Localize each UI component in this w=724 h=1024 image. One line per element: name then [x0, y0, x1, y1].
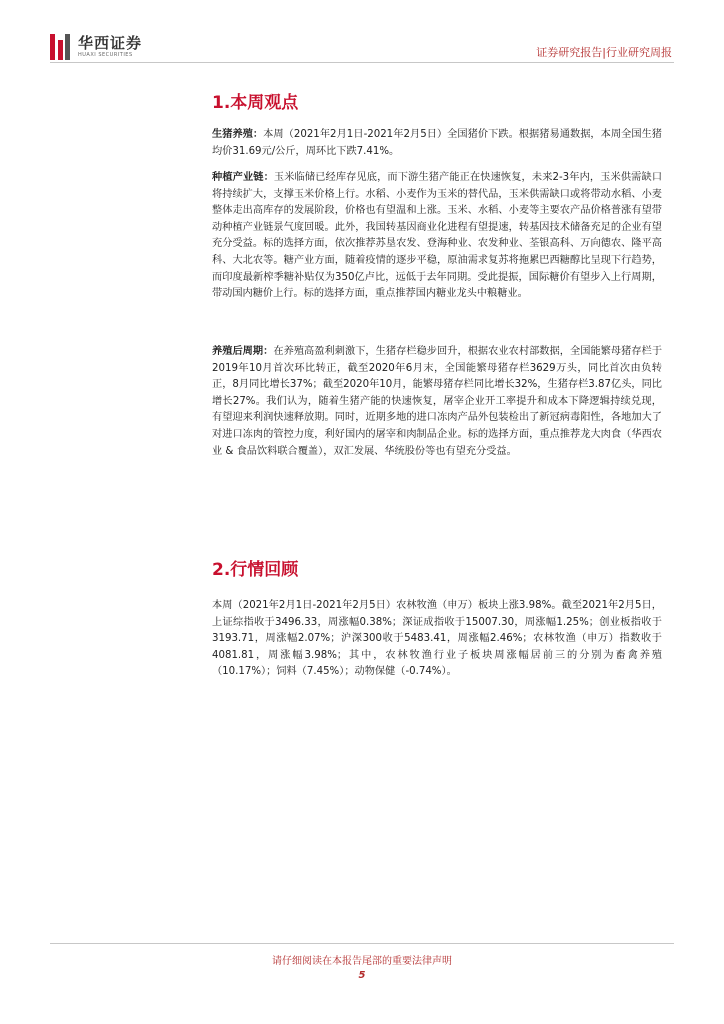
report-type-label: 证券研究报告|行业研究周报 [536, 46, 672, 59]
paragraph-hog-farming [212, 127, 662, 160]
paragraph-planting-chain [212, 170, 662, 303]
paragraph-text: 玉米临储已经库存见底，而下游生猪产能正在快速恢复，未来2-3年内，玉米供需缺口将持续扩大，支撑玉米价格上行。水稻、小麦作为玉米的替代品，玉米供需缺口或将带动水稻、小麦整体走出高库存的发展阶段，价格也有望温和上涨。玉米、水稻、小麦等主要农产品价格普涨有望带动种植产业链景气度回暖。此外，我国转基因商业化进程有望提速，转基因技术储备充足的企业有望充分受益。标的选择方面，依次推荐苏垦农发、登海种业、农发种业、荃银高科、万向德农、隆平高科、大北农等。糖产业方面，随着疫情的逐步平稳，原油需求复苏将拖累巴西糖醇比呈现下行趋势，而印度最新榨季糖补贴仅为350亿卢比，远低于去年同期。受此提振，国际糖价有望步入上行周期，带动国内糖价上行。标的选择方面，重点推荐国内糖业龙头中粮糖业。 [212, 172, 663, 300]
logo-chinese-name: 华西证券 [78, 34, 143, 52]
paragraph-market-review [212, 598, 662, 681]
section-title-weekly-view: 1.本周观点 [212, 93, 299, 113]
footer-divider [50, 943, 674, 944]
paragraph-lead: 生猪养殖： [212, 129, 264, 140]
paragraph-text: 在养殖高盈利刺激下，生猪存栏稳步回升，根据农业农村部数据，全国能繁母猪存栏于2019年10月首次环比转正，截至2020年6月末，全国能繁母猪存栏3629万头，同比首次由负转正，8月同比增长37%；截至2020年10月，能繁母猪存栏同比增长32%，生猪存栏3.87亿头，同比增长27%。我们认为，随着生猪产能的快速恢复，屠宰企业开工率提升和成本下降逻辑持续兑现，有望迎来利润快速释放期。同时，近期多地的进口冻肉产品外包装检出了新冠病毒阳性，各地加大了对进口冻肉的管控力度，利好国内的屠宰和肉制品企业。标的选择方面，重点推荐龙大肉食（华西农业 & 食品饮料联合覆盖），双汇发展、华统股份等也有望充分受益。 [212, 346, 663, 457]
legal-notice: 请仔细阅读在本报告尾部的重要法律声明 [272, 956, 452, 967]
page-number: 5 [358, 970, 366, 981]
header-divider [50, 62, 674, 63]
paragraph-text: 本周（2021年2月1日-2021年2月5日）全国猪价下跌。根据猪易通数据，本周全国生猪均价31.69元/公斤，周环比下跌7.41%。 [212, 129, 662, 157]
section-title-market-review: 2.行情回顾 [212, 560, 299, 580]
paragraph-text: 本周（2021年2月1日-2021年2月5日）农林牧渔（申万）板块上涨3.98%。截至2021年2月5日，上证综指收于3496.33，周涨幅0.38%；深证成指收于15007.30，周涨幅1.25%；创业板指收于3193.71，周涨幅2.07%；沪深300收于5483.41，周涨幅2.46%；农林牧渔（申万）指数收于4081.81，周涨幅3.98%；其中，农林牧渔行业子板块周涨幅居前三的分别为畜禽养殖（10.17%）；饲料（7.45%）；动物保健（-0.74%）。 [212, 600, 662, 678]
huaxi-logo-icon [50, 34, 72, 60]
company-logo [50, 34, 142, 60]
paragraph-post-cycle [212, 344, 662, 460]
paragraph-lead: 养殖后周期： [212, 346, 274, 357]
logo-english-name: HUAXI SECURITIES [78, 52, 133, 58]
paragraph-lead: 种植产业链： [212, 172, 274, 183]
